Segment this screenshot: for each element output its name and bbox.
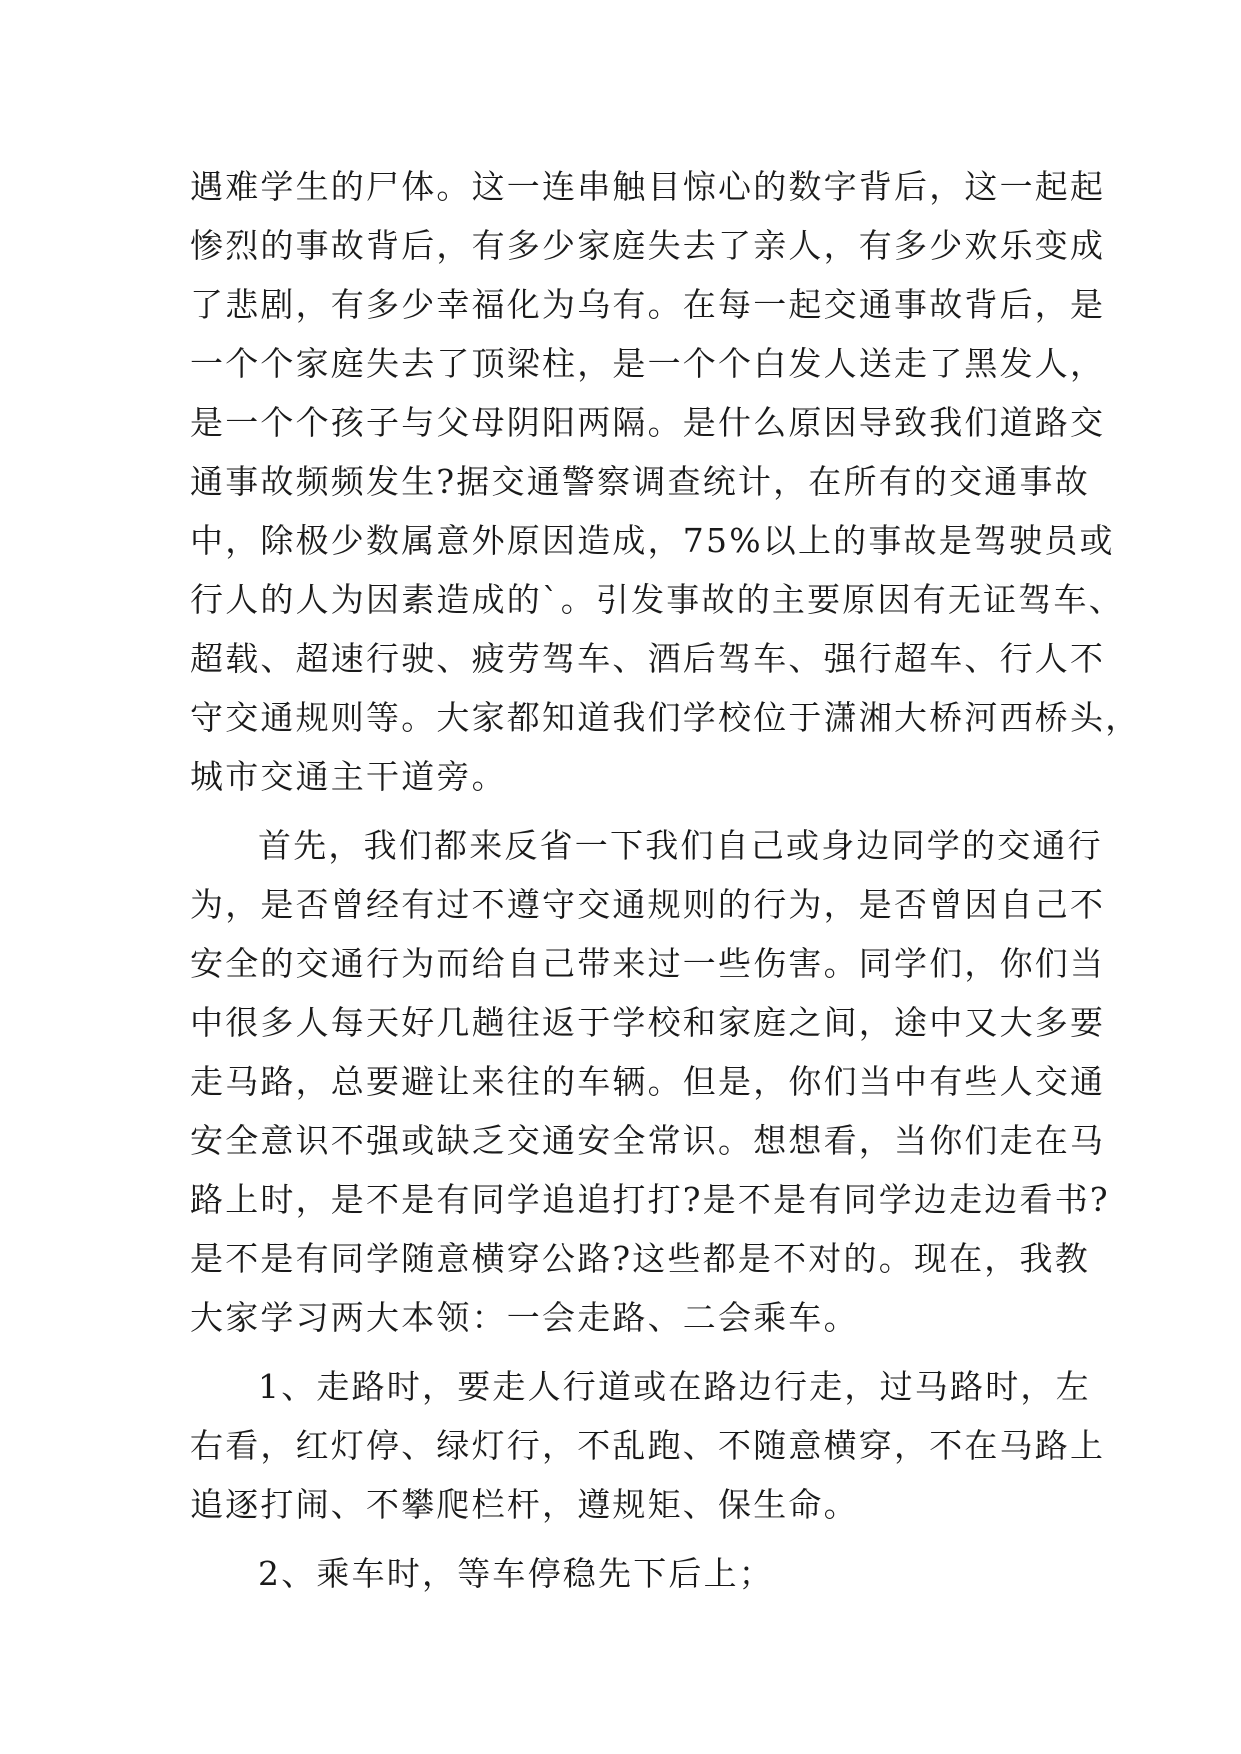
text-line: 大家学习两大本领：一会走路、二会乘车。 xyxy=(190,1298,859,1337)
text-line: 2、乘车时，等车停稳先下后上； xyxy=(258,1554,774,1593)
text-line: 1、走路时，要走人行道或在路边行走，过马路时，左 xyxy=(258,1367,1091,1406)
body-text xyxy=(190,157,1141,1603)
text-line: 安全的交通行为而给自己带来过一些伤害。同学们，你们当 xyxy=(190,944,1106,983)
text-line: 右看，红灯停、绿灯行，不乱跑、不随意横穿，不在马路上 xyxy=(190,1426,1106,1465)
text-line: 一个个家庭失去了顶梁柱，是一个个白发人送走了黑发人， xyxy=(190,344,1106,383)
text-line: 通事故频频发生?据交通警察调查统计，在所有的交通事故 xyxy=(190,462,1090,501)
text-line: 超载、超速行驶、疲劳驾车、酒后驾车、强行超车、行人不 xyxy=(190,639,1106,678)
text-line: 中，除极少数属意外原因造成，75%以上的事故是驾驶员或 xyxy=(190,521,1115,560)
text-line: 了悲剧，有多少幸福化为乌有。在每一起交通事故背后，是 xyxy=(190,285,1106,324)
text-line: 行人的人为因素造成的`。引发事故的主要原因有无证驾车、 xyxy=(190,580,1124,619)
text-line: 是不是有同学随意横穿公路?这些都是不对的。现在，我教 xyxy=(190,1239,1090,1278)
text-line: 路上时，是不是有同学追追打打?是不是有同学边走边看书? xyxy=(190,1180,1110,1219)
text-line: 首先，我们都来反省一下我们自己或身边同学的交通行 xyxy=(258,826,1103,865)
text-line: 城市交通主干道旁。 xyxy=(190,757,507,796)
text-line: 追逐打闹、不攀爬栏杆，遵规矩、保生命。 xyxy=(190,1485,859,1524)
text-line: 走马路，总要避让来往的车辆。但是，你们当中有些人交通 xyxy=(190,1062,1106,1101)
text-line: 惨烈的事故背后，有多少家庭失去了亲人，有多少欢乐变成 xyxy=(190,226,1106,265)
text-line: 中很多人每天好几趟往返于学校和家庭之间，途中又大多要 xyxy=(190,1003,1106,1042)
text-line: 为，是否曾经有过不遵守交通规则的行为，是否曾因自己不 xyxy=(190,885,1106,924)
text-line: 遇难学生的尸体。这一连串触目惊心的数字背后，这一起起 xyxy=(190,167,1106,206)
text-line: 安全意识不强或缺乏交通安全常识。想想看，当你们走在马 xyxy=(190,1121,1106,1160)
text-line: 是一个个孩子与父母阴阳两隔。是什么原因导致我们道路交 xyxy=(190,403,1106,442)
text-line: 守交通规则等。大家都知道我们学校位于潇湘大桥河西桥头， xyxy=(190,698,1141,737)
